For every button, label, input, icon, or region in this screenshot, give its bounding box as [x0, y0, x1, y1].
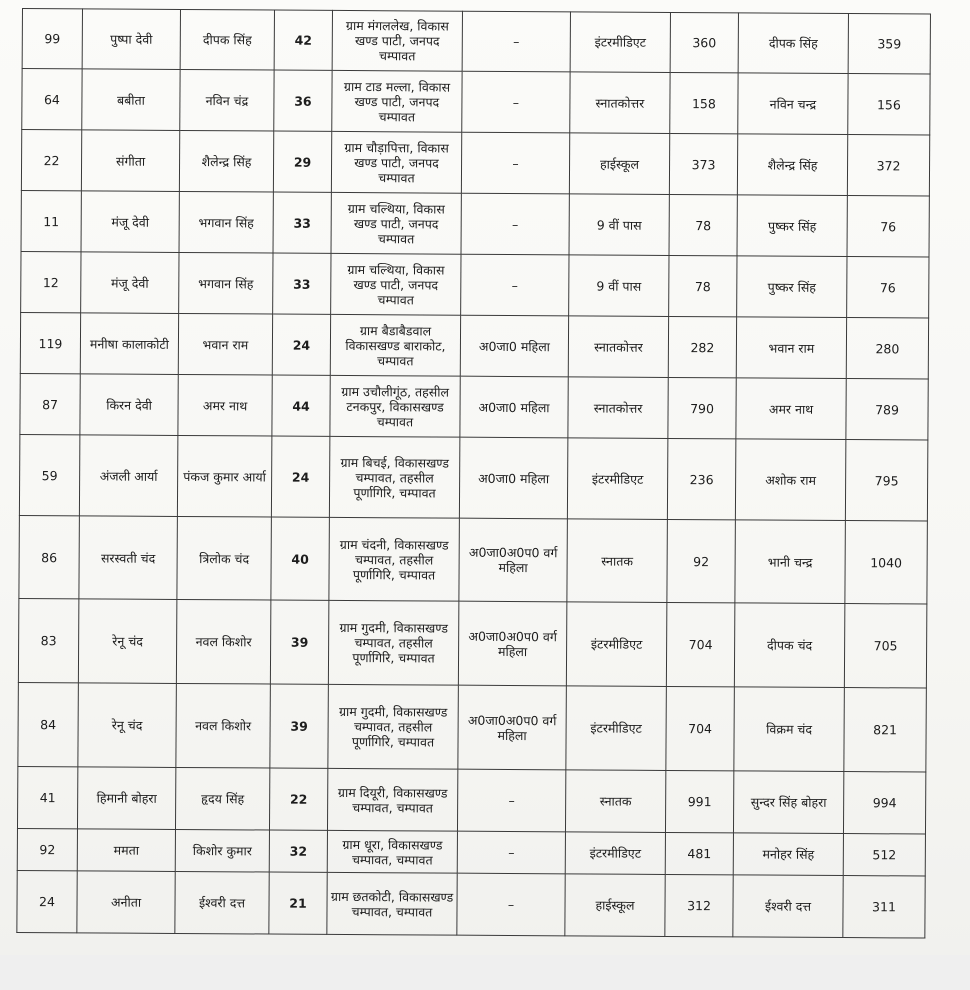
- guardian-cell: हृदय सिंह: [175, 767, 269, 830]
- related-name-cell: भानी चन्द्र: [735, 520, 846, 604]
- table-row: [20, 312, 928, 379]
- name-cell: रेनू चंद: [78, 683, 177, 768]
- qualification-cell: इंटरमीडिएट: [566, 602, 667, 687]
- table-row: [19, 434, 927, 521]
- ref-number-cell: 312: [665, 874, 733, 936]
- related-number-cell: 705: [844, 604, 927, 688]
- related-name-cell: पुष्कर सिंह: [737, 195, 847, 257]
- address-cell: ग्राम बैडाबैडवाल विकासखण्ड बाराकोट, चम्पावत: [330, 314, 460, 376]
- serial-cell: 24: [17, 870, 77, 932]
- name-cell: मंजू देवी: [81, 252, 179, 314]
- address-cell: ग्राम चल्थिया, विकास खण्ड पाटी, जनपद चम्पावत: [331, 253, 461, 315]
- name-cell: सरस्वती चंद: [79, 516, 178, 600]
- age-cell: 40: [271, 517, 330, 600]
- age-cell: 24: [271, 436, 329, 517]
- address-cell: ग्राम टाड मल्ला, विकास खण्ड पाटी, जनपद चम्पावत: [332, 70, 462, 132]
- qualification-cell: 9 वीं पास: [569, 194, 669, 256]
- table-row: [21, 251, 929, 318]
- related-name-cell: अशोक राम: [735, 439, 845, 521]
- related-name-cell: भवान राम: [736, 317, 846, 379]
- address-cell: ग्राम चौड़ापित्ता, विकास खण्ड पाटी, जनपद चम्पावत: [331, 131, 461, 193]
- related-number-cell: 156: [848, 74, 930, 135]
- related-number-cell: 280: [846, 318, 928, 379]
- table-row: [17, 766, 925, 834]
- serial-cell: 59: [19, 434, 79, 515]
- related-number-cell: 512: [843, 834, 925, 877]
- related-name-cell: नविन चन्द्र: [738, 73, 848, 135]
- age-cell: 29: [273, 131, 331, 192]
- category-cell: अ0जा0अ0प0 वर्ग महिला: [458, 601, 567, 686]
- name-cell: अंजली आर्या: [79, 435, 177, 517]
- related-name-cell: सुन्दर सिंह बोहरा: [733, 771, 843, 834]
- ref-number-cell: 790: [668, 377, 736, 438]
- name-cell: ममता: [77, 829, 175, 872]
- name-cell: हिमानी बोहरा: [77, 767, 175, 830]
- category-cell: –: [461, 132, 569, 194]
- address-cell: ग्राम उचौलीगूंठ, तहसील टनकपुर, विकासखण्ड चम्पावत: [330, 375, 460, 437]
- serial-cell: 119: [20, 312, 80, 373]
- related-number-cell: 372: [847, 135, 929, 196]
- serial-cell: 99: [22, 9, 82, 69]
- category-cell: अ0जा0 महिला: [460, 376, 568, 438]
- related-number-cell: 795: [845, 440, 927, 521]
- address-cell: ग्राम बिचई, विकासखण्ड चम्पावत, तहसील पूर्णागिरि, चम्पावत: [329, 436, 459, 518]
- name-cell: संगीता: [81, 130, 179, 192]
- category-cell: –: [461, 193, 569, 255]
- qualification-cell: इंटरमीडिएट: [566, 686, 667, 771]
- category-cell: –: [461, 254, 569, 316]
- name-cell: मनीषा कालाकोटी: [80, 313, 178, 375]
- category-cell: –: [462, 11, 570, 72]
- age-cell: 44: [272, 375, 330, 436]
- related-number-cell: 359: [848, 14, 930, 74]
- qualification-cell: स्नातकोत्तर: [570, 72, 670, 134]
- category-cell: अ0जा0 महिला: [460, 315, 568, 377]
- guardian-cell: नवल किशोर: [176, 599, 271, 684]
- serial-cell: 84: [18, 682, 79, 766]
- category-cell: अ0जा0 महिला: [459, 437, 567, 519]
- ref-number-cell: 78: [669, 194, 737, 255]
- qualification-cell: स्नातक: [567, 519, 668, 603]
- age-cell: 24: [272, 314, 330, 375]
- qualification-cell: इंटरमीडिएट: [567, 438, 667, 520]
- age-cell: 22: [269, 768, 327, 830]
- guardian-cell: शैलेन्द्र सिंह: [179, 130, 273, 192]
- ref-number-cell: 373: [669, 133, 737, 194]
- ref-number-cell: 704: [666, 602, 735, 686]
- ref-number-cell: 236: [667, 438, 735, 519]
- ref-number-cell: 78: [669, 255, 737, 316]
- guardian-cell: त्रिलोक चंद: [177, 516, 272, 600]
- category-cell: –: [457, 769, 565, 832]
- name-cell: रेनू चंद: [78, 599, 177, 684]
- table-row: [18, 682, 926, 772]
- guardian-cell: किशोर कुमार: [175, 829, 269, 872]
- address-cell: ग्राम दियूरी, विकासखण्ड चम्पावत, चम्पावत: [327, 768, 457, 831]
- address-cell: ग्राम गुदमी, विकासखण्ड चम्पावत, तहसील पूर्णागिरि, चम्पावत: [328, 600, 459, 685]
- guardian-cell: भगवान सिंह: [179, 252, 273, 314]
- ref-number-cell: 360: [670, 12, 738, 72]
- table-row: [17, 870, 925, 938]
- related-name-cell: अमर नाथ: [736, 378, 846, 440]
- table-row: [21, 190, 929, 257]
- serial-cell: 11: [21, 190, 81, 251]
- name-cell: किरन देवी: [80, 374, 178, 436]
- guardian-cell: अमर नाथ: [178, 374, 272, 436]
- age-cell: 36: [274, 70, 332, 131]
- category-cell: –: [457, 831, 565, 874]
- related-number-cell: 789: [846, 379, 928, 440]
- records-body: [17, 9, 931, 939]
- category-cell: अ0जा0अ0प0 वर्ग महिला: [459, 518, 568, 602]
- table-row: [20, 373, 928, 440]
- age-cell: 33: [273, 192, 331, 253]
- related-name-cell: मनोहर सिंह: [733, 833, 843, 876]
- name-cell: पुष्पा देवी: [82, 9, 180, 70]
- table-row: [18, 598, 926, 688]
- address-cell: ग्राम चल्थिया, विकास खण्ड पाटी, जनपद चम्पावत: [331, 192, 461, 254]
- table-row: [22, 9, 930, 75]
- ref-number-cell: 282: [668, 316, 736, 377]
- category-cell: –: [462, 71, 570, 133]
- ref-number-cell: 481: [665, 832, 733, 874]
- qualification-cell: 9 वीं पास: [569, 255, 669, 317]
- ref-number-cell: 991: [665, 770, 733, 832]
- qualification-cell: इंटरमीडिएट: [565, 832, 665, 875]
- age-cell: 39: [270, 600, 329, 684]
- related-name-cell: ईश्वरी दत्त: [733, 875, 843, 938]
- serial-cell: 87: [20, 373, 80, 434]
- qualification-cell: स्नातक: [565, 770, 665, 833]
- address-cell: ग्राम छतकोटी, विकासखण्ड चम्पावत, चम्पावत: [327, 872, 457, 935]
- guardian-cell: नविन चंद्र: [180, 69, 274, 131]
- ref-number-cell: 704: [666, 686, 735, 770]
- guardian-cell: पंकज कुमार आर्या: [177, 435, 271, 517]
- qualification-cell: इंटरमीडिएट: [570, 12, 670, 73]
- serial-cell: 22: [21, 130, 81, 191]
- related-name-cell: शैलेन्द्र सिंह: [737, 134, 847, 196]
- related-name-cell: पुष्कर सिंह: [737, 256, 847, 318]
- footer-band: [0, 955, 970, 990]
- ref-number-cell: 158: [670, 72, 738, 133]
- table-row: [17, 828, 925, 876]
- related-number-cell: 76: [847, 196, 929, 257]
- table-row: [22, 69, 930, 136]
- table-row: [19, 515, 927, 604]
- address-cell: ग्राम मंगललेख, विकास खण्ड पाटी, जनपद चम्पावत: [332, 10, 462, 71]
- related-number-cell: 994: [843, 772, 925, 834]
- related-number-cell: 1040: [845, 521, 928, 604]
- table-row: [21, 130, 929, 197]
- address-cell: ग्राम धूरा, विकासखण्ड चम्पावत, चम्पावत: [327, 830, 457, 873]
- serial-cell: 86: [19, 515, 80, 598]
- qualification-cell: स्नातकोत्तर: [568, 316, 668, 378]
- serial-cell: 83: [18, 598, 79, 682]
- records-table: [16, 8, 931, 939]
- age-cell: 21: [269, 872, 327, 934]
- related-name-cell: विक्रम चंद: [734, 687, 845, 772]
- age-cell: 32: [269, 830, 327, 872]
- guardian-cell: भगवान सिंह: [179, 191, 273, 253]
- guardian-cell: नवल किशोर: [176, 683, 271, 768]
- qualification-cell: हाईस्कूल: [569, 133, 669, 195]
- related-name-cell: दीपक चंद: [734, 603, 845, 688]
- qualification-cell: हाईस्कूल: [565, 874, 665, 937]
- related-name-cell: दीपक सिंह: [738, 13, 848, 74]
- category-cell: –: [457, 873, 565, 936]
- serial-cell: 64: [22, 69, 82, 130]
- age-cell: 42: [274, 10, 332, 70]
- qualification-cell: स्नातकोत्तर: [568, 377, 668, 439]
- ref-number-cell: 92: [667, 519, 736, 602]
- guardian-cell: भवान राम: [178, 313, 272, 375]
- name-cell: बबीता: [82, 69, 180, 131]
- category-cell: अ0जा0अ0प0 वर्ग महिला: [458, 685, 567, 770]
- related-number-cell: 76: [847, 257, 929, 318]
- serial-cell: 41: [17, 766, 77, 828]
- related-number-cell: 311: [843, 876, 925, 938]
- age-cell: 39: [270, 684, 329, 768]
- serial-cell: 92: [17, 828, 77, 870]
- age-cell: 33: [273, 253, 331, 314]
- name-cell: अनीता: [77, 871, 175, 934]
- address-cell: ग्राम गुदमी, विकासखण्ड चम्पावत, तहसील पूर्णागिरि, चम्पावत: [328, 684, 459, 769]
- guardian-cell: ईश्वरी दत्त: [175, 871, 269, 934]
- name-cell: मंजू देवी: [81, 191, 179, 253]
- guardian-cell: दीपक सिंह: [180, 9, 274, 70]
- serial-cell: 12: [21, 251, 81, 312]
- related-number-cell: 821: [844, 688, 927, 772]
- address-cell: ग्राम चंदनी, विकासखण्ड चम्पावत, तहसील पूर्णागिरि, चम्पावत: [329, 517, 460, 601]
